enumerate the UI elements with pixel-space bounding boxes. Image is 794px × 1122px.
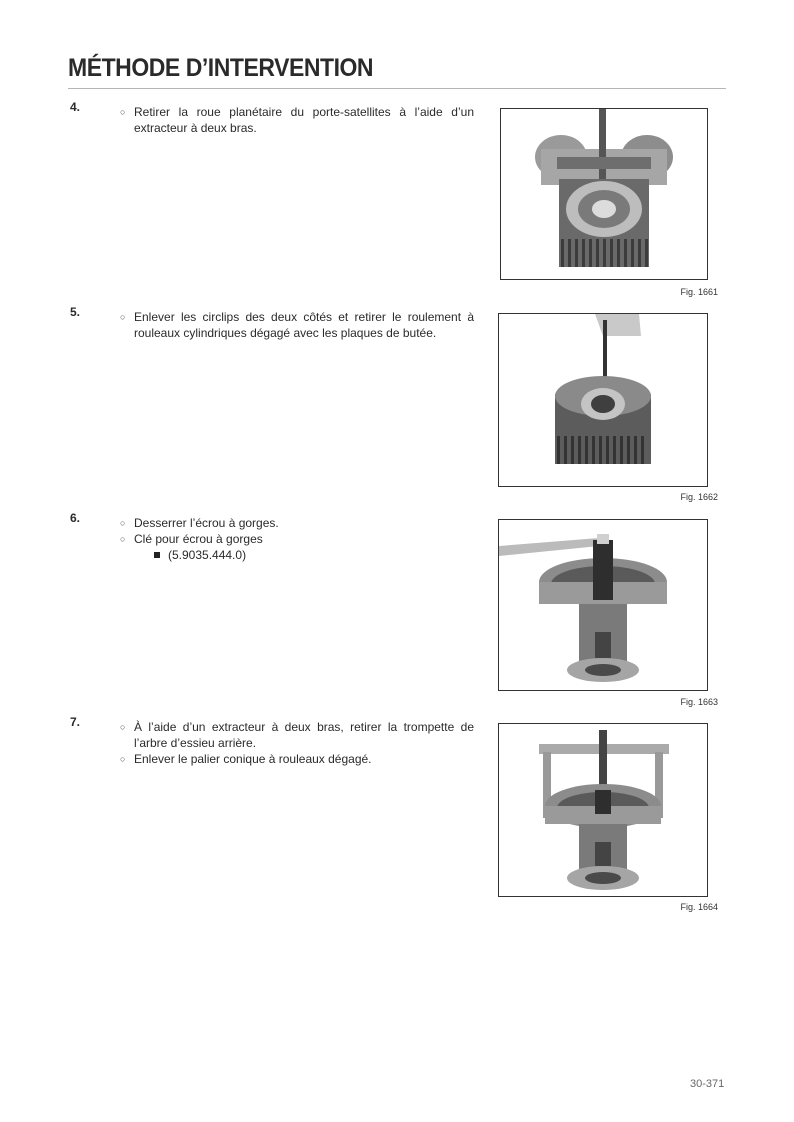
circle-bullet-icon: ○: [120, 312, 126, 322]
circle-bullet-icon: ○: [120, 534, 126, 544]
instruction-text: Enlever les circlips des deux côtés et retirer le roulement à rouleaux cylindriques dégagé avec les plaques de butée.: [134, 310, 474, 340]
groove-nut-wrench-photo: [499, 520, 707, 690]
list-item: [120, 515, 474, 531]
instruction-text: Retirer la roue planétaire du porte-satellites à l’aide d’un extracteur à deux bras.: [134, 105, 474, 135]
step-number: 4.: [70, 100, 81, 114]
step-instructions: [120, 515, 474, 563]
figure-image: [500, 108, 708, 280]
instruction-text: Clé pour écrou à gorges: [134, 532, 263, 546]
square-bullet-icon: [154, 552, 160, 558]
list-item: [120, 309, 474, 341]
axle-trumpet-puller-photo: [499, 724, 707, 896]
sub-list-item: [154, 547, 474, 563]
list-item: [120, 531, 474, 547]
page-number: 30-371: [690, 1078, 725, 1090]
circle-bullet-icon: ○: [120, 722, 126, 732]
list-item: [120, 751, 474, 767]
page-title: MÉTHODE D’INTERVENTION: [68, 54, 374, 82]
figure-caption: Fig. 1663: [680, 697, 718, 707]
instruction-text: Desserrer l’écrou à gorges.: [134, 516, 279, 530]
figure-caption: Fig. 1662: [680, 492, 718, 502]
list-item: [120, 104, 474, 136]
figure-caption: Fig. 1661: [680, 287, 718, 297]
step-number: 6.: [70, 511, 81, 525]
figure-image: [498, 723, 708, 897]
step-instructions: [120, 104, 474, 136]
step-instructions: [120, 719, 474, 767]
instruction-text: À l’aide d’un extracteur à deux bras, retirer la trompette de l’arbre d’essieu arrière.: [134, 720, 474, 750]
planetary-gear-puller-photo: [501, 109, 707, 279]
figure-image: [498, 519, 708, 691]
figure-image: [498, 313, 708, 487]
tool-part-number: (5.9035.444.0): [168, 548, 247, 562]
step-instructions: [120, 309, 474, 341]
list-item: [120, 719, 474, 751]
step-number: 5.: [70, 305, 81, 319]
circle-bullet-icon: ○: [120, 107, 126, 117]
instruction-text: Enlever le palier conique à rouleaux dégagé.: [134, 752, 372, 766]
title-divider: [68, 88, 726, 89]
circle-bullet-icon: ○: [120, 518, 126, 528]
circle-bullet-icon: ○: [120, 754, 126, 764]
gear-bearing-circlip-photo: [499, 314, 707, 486]
step-number: 7.: [70, 715, 81, 729]
figure-caption: Fig. 1664: [680, 902, 718, 912]
